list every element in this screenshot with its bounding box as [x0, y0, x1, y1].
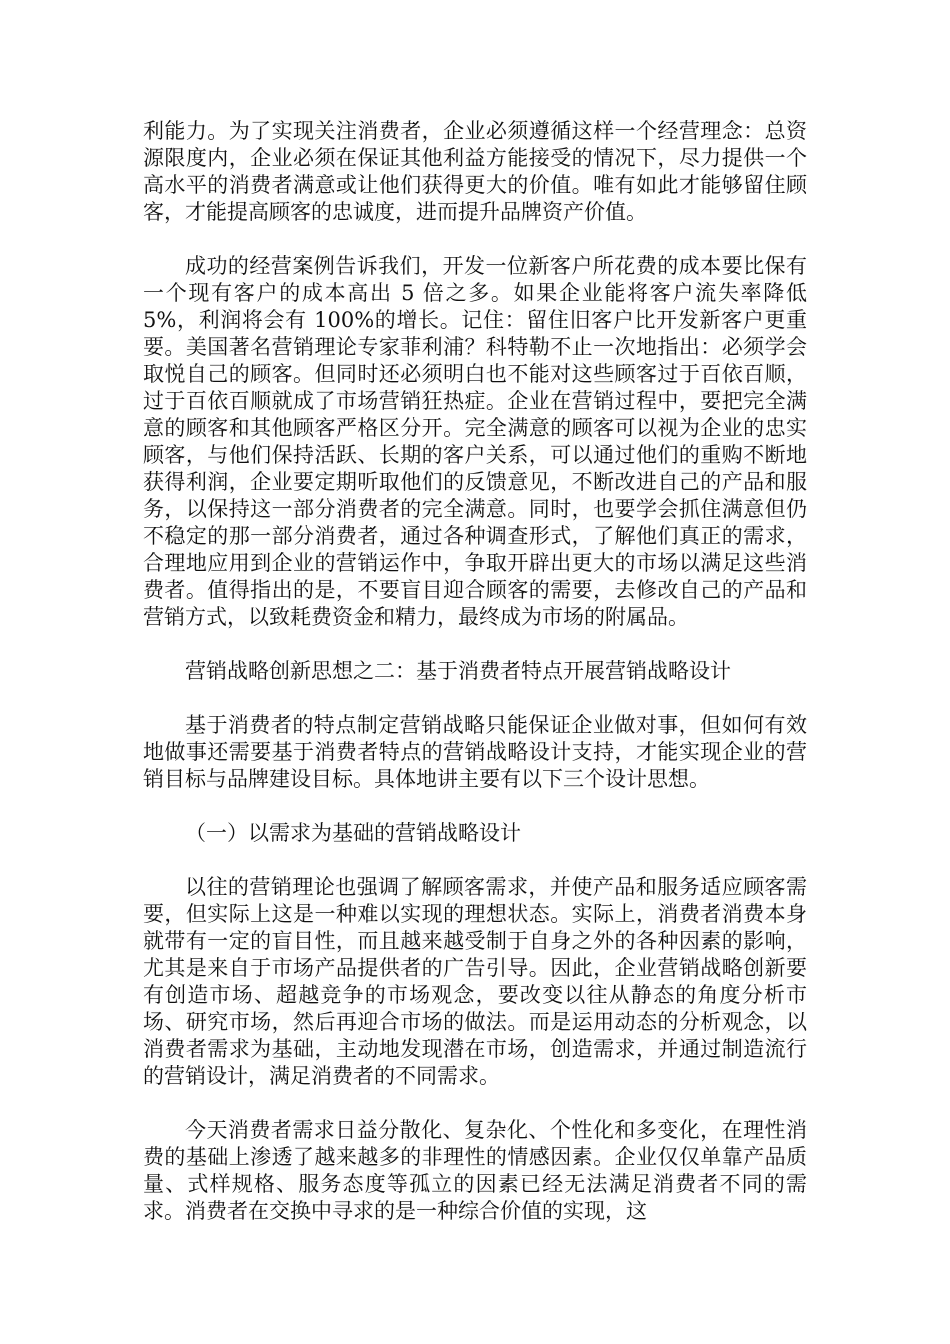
paragraph-customer-retention: 成功的经营案例告诉我们，开发一位新客户所花费的成本要比保有一个现有客户的成本高出 5 倍之多。如果企业能将客户流失率降低 5%，利润将会有 100%的增长。记住：留住旧客户比开发新客户更重要。美国著名营销理论专家菲利浦？科特勒不止一次地指出：必须学会取悦自己的顾客。但同时还必须明白也不能对这些顾客过于百依百顺，过于百依百顺就成了市场营销狂热症。企业在营销过程中，要把完全满意的顾客和其他顾客严格区分开。完全满意的顾客可以视为企业的忠实顾客，与他们保持活跃、长期的客户关系，可以通过他们的重购不断地获得利润，企业要定期听取他们的反馈意见，不断改进自己的产品和服务，以保持这一部分消费者的完全满意。同时，也要学会抓住满意但仍不稳定的那一部分消费者，通过各种调查形式，了解他们真正的需求，合理地应用到企业的营销运作中，争取开辟出更大的市场以满足这些消费者。值得指出的是，不要盲目迎合顾客的需要，去修改自己的产品和营销方式，以致耗费资金和精力，最终成为市场的附属品。 — [143, 254, 807, 629]
section-heading-strategy-two: 营销战略创新思想之二：基于消费者特点开展营销战略设计 — [185, 659, 731, 683]
document-page — [143, 118, 807, 1252]
paragraph-strategy-intro: 基于消费者的特点制定营销战略只能保证企业做对事，但如何有效地做事还需要基于消费者特点的营销战略设计支持，才能实现企业的营销目标与品牌建设目标。具体地讲主要有以下三个设计思想。 — [143, 713, 807, 791]
paragraph-consumer-needs: 今天消费者需求日益分散化、复杂化、个性化和多变化，在理性消费的基础上渗透了越来越多的非理性的情感因素。企业仅仅单靠产品质量、式样规格、服务态度等孤立的因素已经无法满足消费者不同的需求。消费者在交换中寻求的是一种综合价值的实现，这 — [143, 1118, 807, 1223]
paragraph-continuation: 利能力。为了实现关注消费者，企业必须遵循这样一个经营理念：总资源限度内，企业必须在保证其他利益方能接受的情况下，尽力提供一个高水平的消费者满意或让他们获得更大的价值。唯有如此才能够留住顾客，才能提高顾客的忠诚度，进而提升品牌资产价值。 — [143, 119, 807, 224]
subsection-heading-demand: （一）以需求为基础的营销战略设计 — [185, 821, 521, 845]
paragraph-demand-based: 以往的营销理论也强调了解顾客需求，并使产品和服务适应顾客需要，但实际上这是一种难以实现的理想状态。实际上，消费者消费本身就带有一定的盲目性，而且越来越受制于自身之外的各种因素的影响，尤其是来自于市场产品提供者的广告引导。因此，企业营销战略创新要有创造市场、超越竞争的市场观念，要改变以往从静态的角度分析市场、研究市场，然后再迎合市场的做法。而是运用动态的分析观念，以消费者需求为基础，主动地发现潜在市场，创造需求，并通过制造流行的营销设计，满足消费者的不同需求。 — [143, 875, 807, 1088]
